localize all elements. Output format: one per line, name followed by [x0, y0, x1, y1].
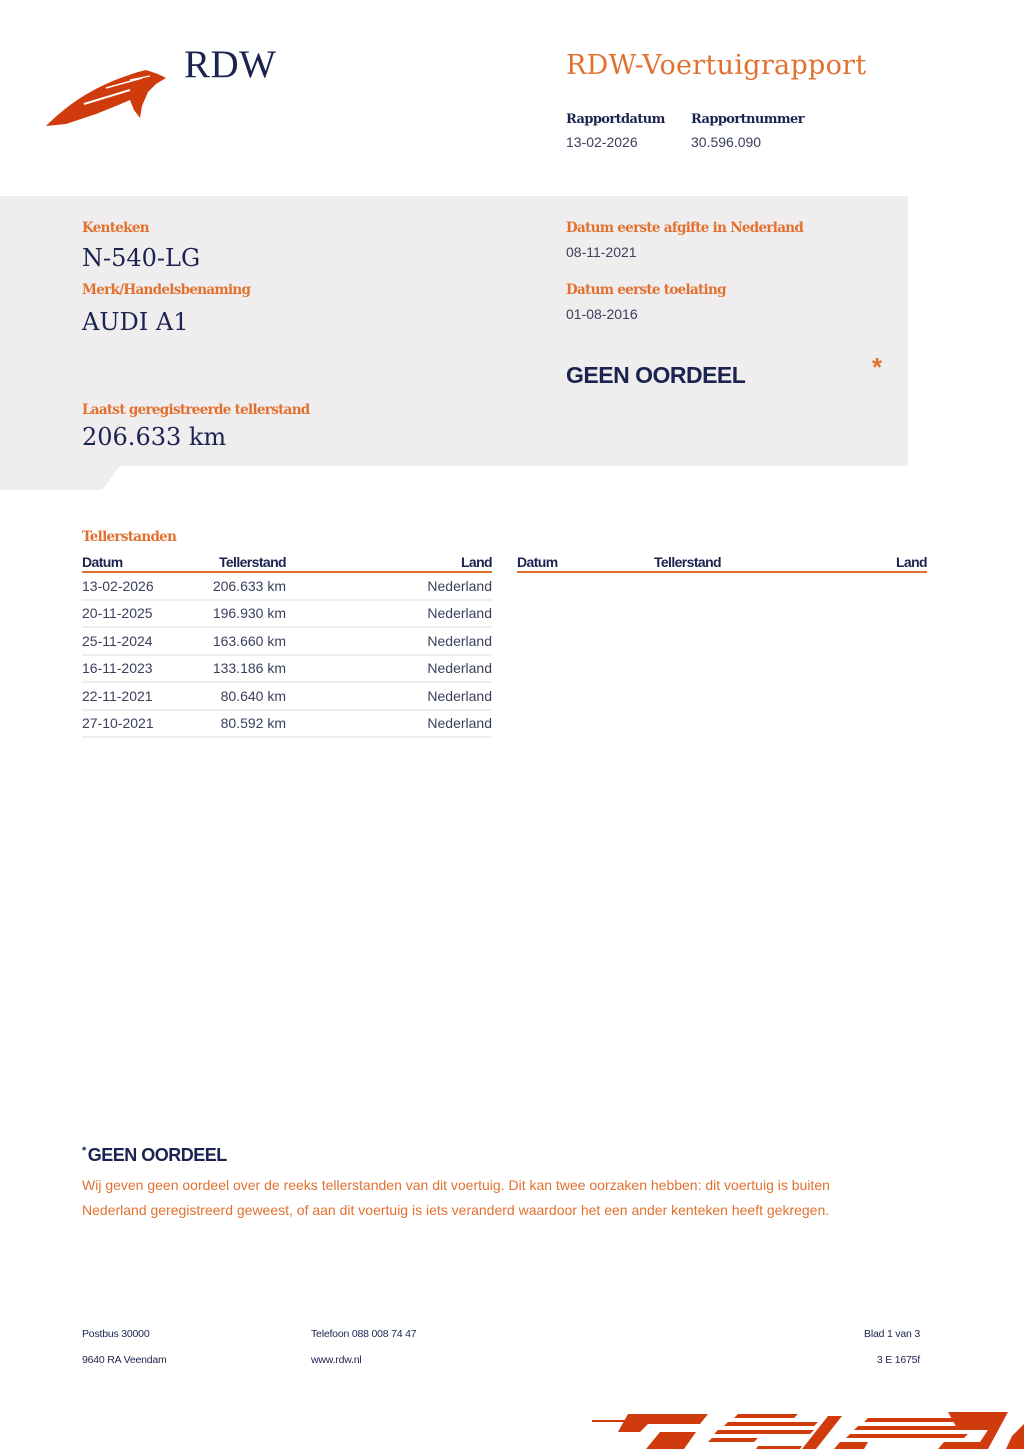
col-country: Land [721, 553, 927, 572]
odometer-label: Laatst geregistreerde tellerstand [82, 402, 310, 418]
col-date: Datum [82, 553, 202, 572]
col-km: Tellerstand [202, 553, 286, 572]
row-country: Nederland [286, 682, 492, 710]
footnote-text: Wij geven geen oordeel over de reeks tellerstanden van dit voertuig. Dit kan twee oorzaken hebben: dit voertuig is buiten Nederland geregistreerd geweest, of aan dit voertuig is iets veranderd waardoor het een ander kenteken heeft gekregen. [82, 1177, 830, 1218]
report-date-label: Rapportdatum [566, 112, 665, 127]
footer-website[interactable]: www.rdw.nl [311, 1354, 362, 1366]
row-km: 196.930 km [202, 600, 286, 628]
odometer-table-right [517, 553, 927, 573]
first-nl-label: Datum eerste afgifte in Nederland [566, 220, 804, 236]
row-km: 80.640 km [202, 682, 286, 710]
footer-code: 3 E 1675f [876, 1354, 920, 1366]
footnote-marker: * [82, 1145, 86, 1157]
footer-phone: Telefoon 088 008 74 47 [311, 1328, 417, 1340]
table-row [82, 710, 492, 738]
table-row [82, 682, 492, 710]
col-country: Land [286, 553, 492, 572]
row-km: 163.660 km [202, 627, 286, 655]
logo-text: RDW [184, 43, 277, 86]
footnote-title-text: GEEN OORDEEL [87, 1145, 227, 1165]
first-admission-value: 01-08-2016 [566, 306, 638, 322]
col-date: Datum [517, 553, 637, 572]
footnote-title [82, 1145, 227, 1166]
row-country: Nederland [286, 572, 492, 600]
first-admission-label: Datum eerste toelating [566, 282, 726, 298]
row-km: 133.186 km [202, 655, 286, 683]
table-row [82, 600, 492, 628]
row-country: Nederland [286, 655, 492, 683]
first-nl-value: 08-11-2021 [566, 244, 637, 260]
row-date: 27-10-2021 [82, 710, 202, 738]
rdw-stripes-decoration-icon [588, 1408, 1024, 1449]
footer-postbus: Postbus 30000 [82, 1328, 150, 1340]
row-country: Nederland [286, 600, 492, 628]
row-date: 16-11-2023 [82, 655, 202, 683]
row-km: 206.633 km [202, 572, 286, 600]
odometer-section-title: Tellerstanden [82, 529, 177, 545]
footer-page: Blad 1 van 3 [864, 1328, 920, 1340]
table-row [82, 627, 492, 655]
table-row [82, 572, 492, 600]
verdict-asterisk: * [872, 352, 883, 382]
row-date: 25-11-2024 [82, 627, 202, 655]
report-title: RDW-Voertuigrapport [566, 50, 867, 81]
row-country: Nederland [286, 710, 492, 738]
merk-label: Merk/Handelsbenaming [82, 282, 251, 298]
report-date: 13-02-2026 [566, 134, 638, 150]
col-km: Tellerstand [637, 553, 721, 572]
merk-value: AUDI A1 [82, 308, 189, 336]
panel-tail [0, 466, 120, 490]
verdict: GEEN OORDEEL [566, 362, 746, 388]
odometer-value: 206.633 km [82, 423, 227, 451]
row-date: 20-11-2025 [82, 600, 202, 628]
row-km: 80.592 km [202, 710, 286, 738]
report-number: 30.596.090 [691, 134, 762, 150]
footer-address: 9640 RA Veendam [82, 1354, 167, 1366]
row-country: Nederland [286, 627, 492, 655]
row-date: 22-11-2021 [82, 682, 202, 710]
report-number-label: Rapportnummer [691, 112, 804, 127]
rdw-logo-icon [46, 66, 168, 128]
row-date: 13-02-2026 [82, 572, 202, 600]
kenteken-label: Kenteken [82, 220, 149, 236]
table-row [82, 655, 492, 683]
odometer-table-left [82, 553, 492, 738]
kenteken-value: N-540-LG [82, 244, 201, 272]
